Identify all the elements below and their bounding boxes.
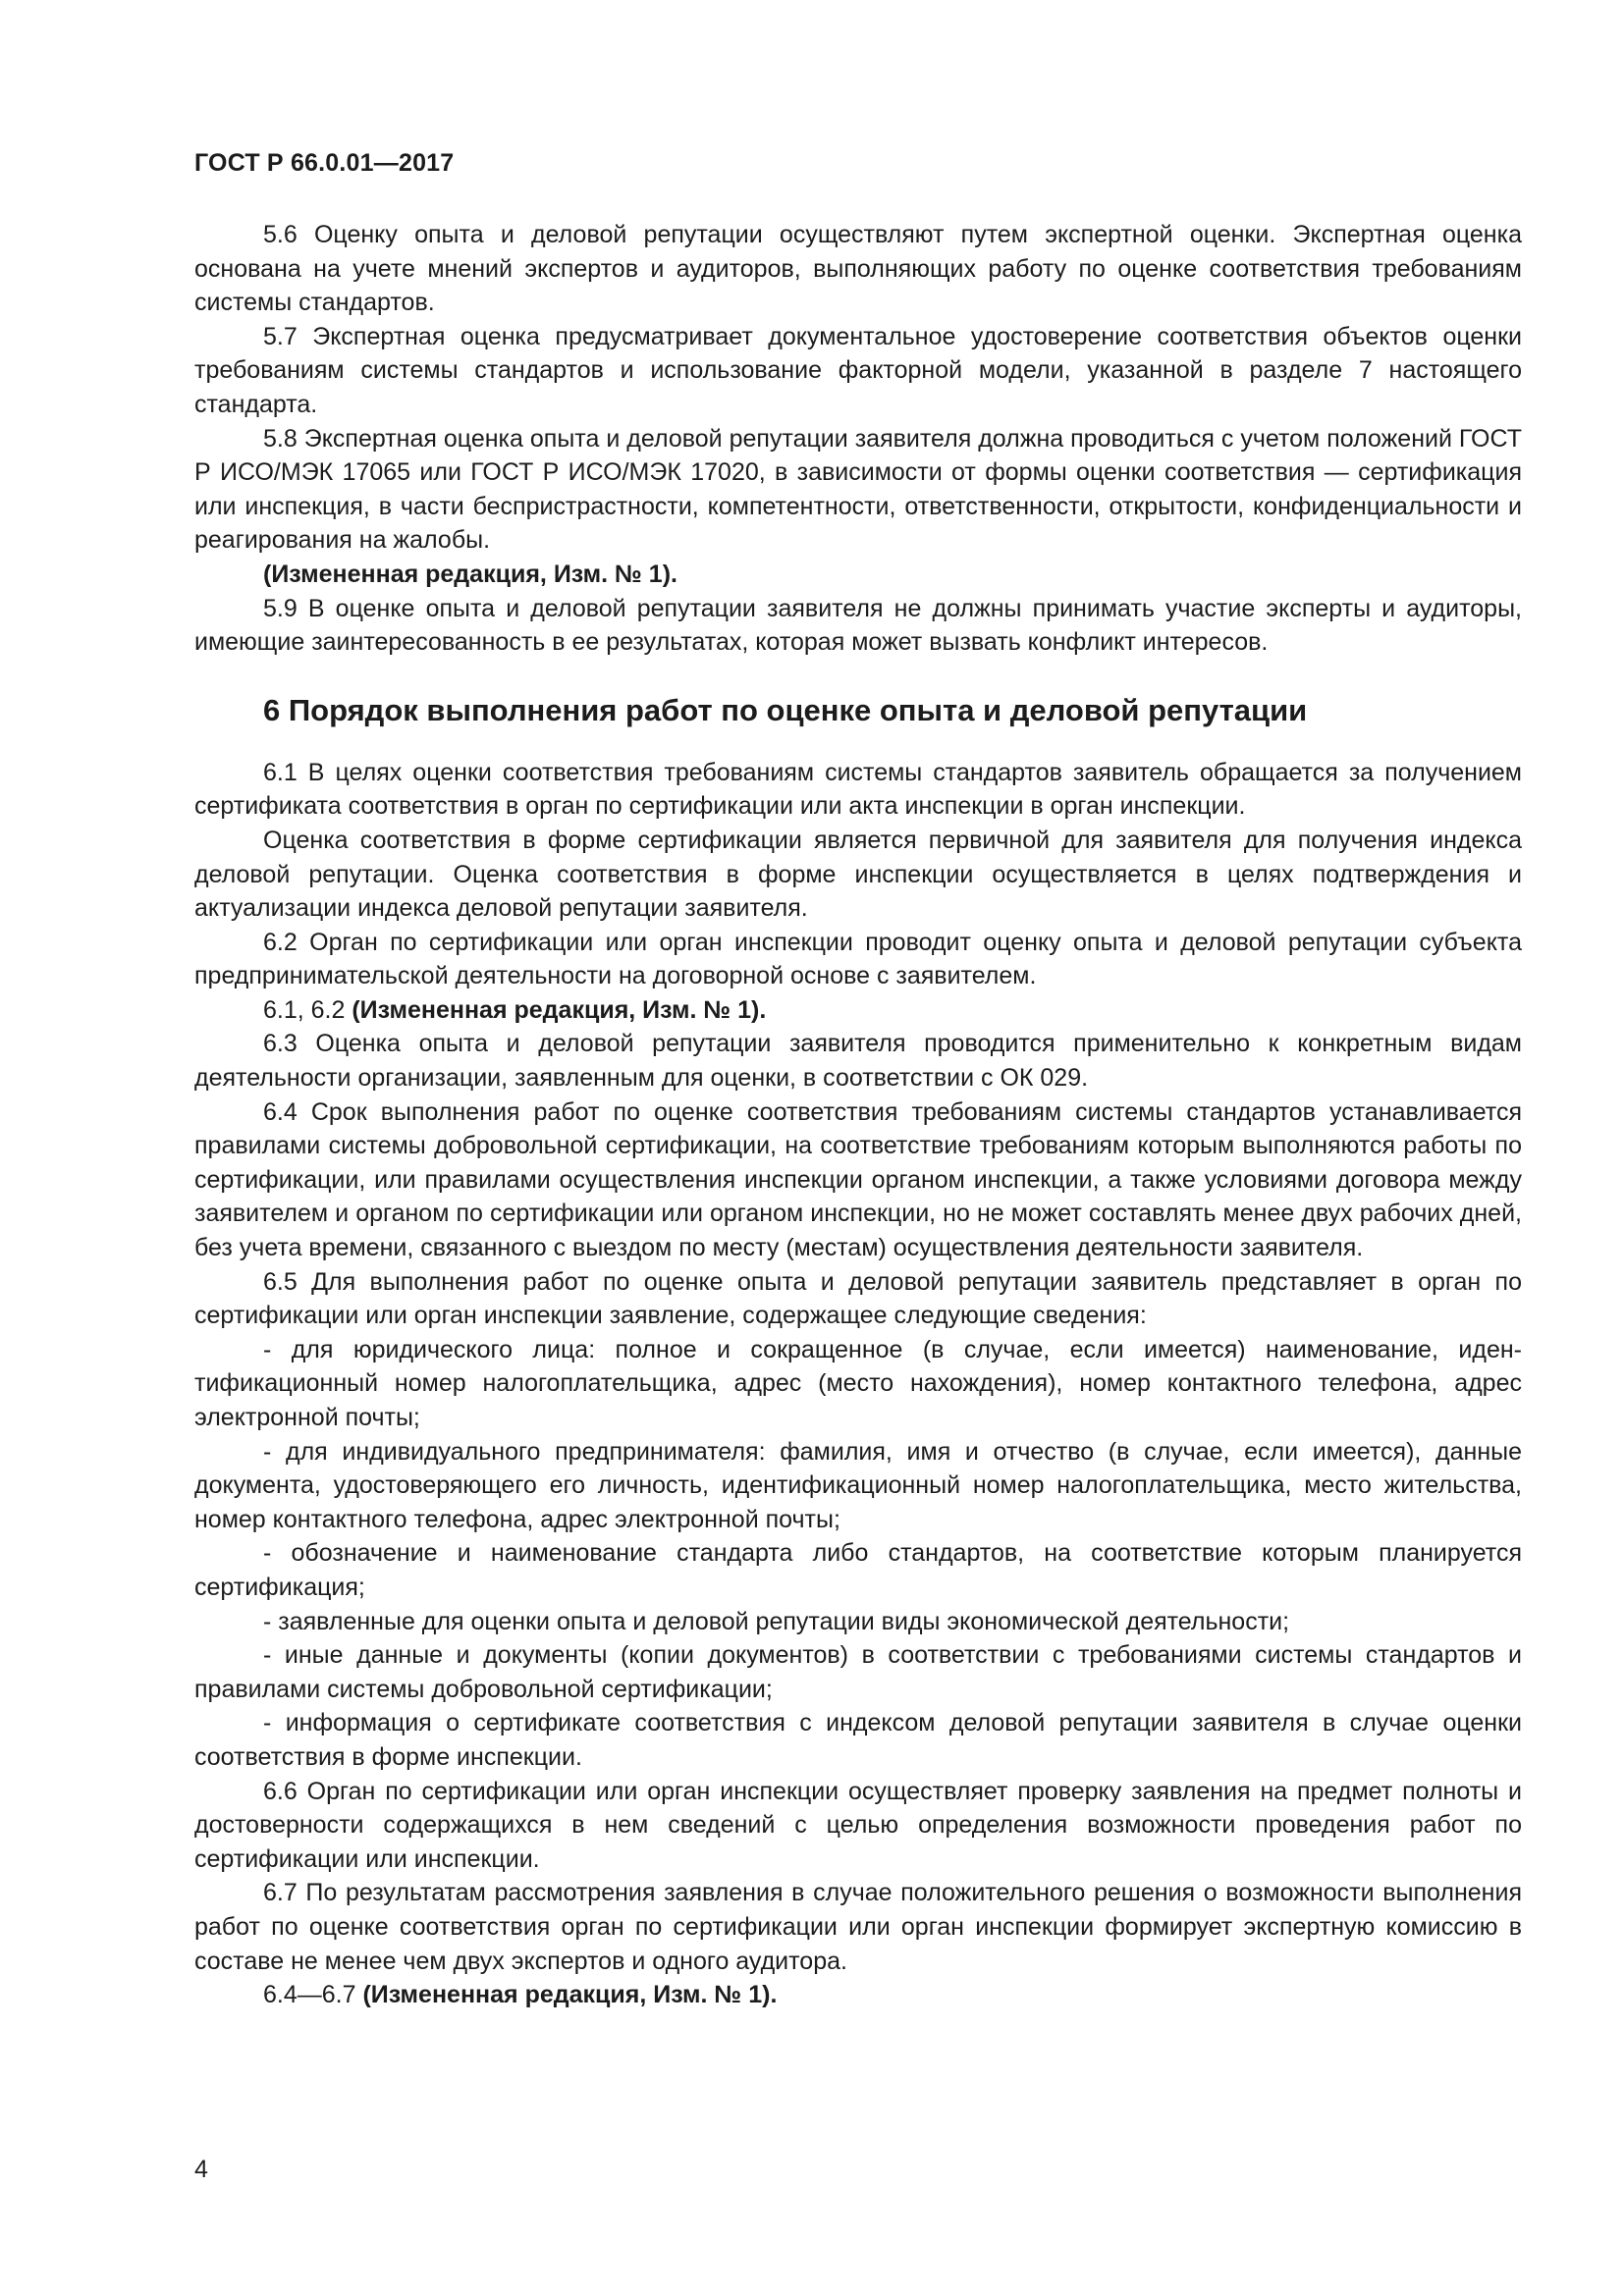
- paragraph-6-1: 6.1 В целях оценки соответствия требованиям системы стандартов заявитель обращается за получением сертификата соответствия в орган по сертификации или акта инспекции в орган инспекции.: [194, 758, 1522, 821]
- amendment-note-6-1-6-2: [194, 993, 1522, 1028]
- list-item: - иные данные и документы (копии документов) в соответствии с требованиями системы стандартов и правилами системы добровольной сертификации;: [194, 1641, 1522, 1703]
- list-item: - для юридического лица: полное и сокращенное (в случае, если имеется) наименование, идентификационный номер налогоплательщика, адрес (место нахождения), номер контактного телефона, адрес электронной почты;: [194, 1335, 1522, 1431]
- amendment-note-text: (Измененная редакция, Изм. № 1).: [362, 1981, 778, 2009]
- paragraph-5-8: 5.8 Экспертная оценка опыта и деловой репутации заявителя должна проводиться с учетом положений ГОСТ Р ИСО/МЭК 17065 или ГОСТ Р ИСО/МЭК 17020, в зависимости от формы оценки соответствия — сертификация или инспекция, в части беспристрастности, компетентности, ответственности, открытости, конфиденциальности и реагирования на жалобы.: [194, 424, 1522, 555]
- page-number: 4: [194, 2156, 208, 2183]
- amendment-note-text: (Измененная редакция, Изм. № 1).: [352, 995, 767, 1024]
- paragraph-6-6: 6.6 Орган по сертификации или орган инспекции осуществляет проверку заявления на предмет полноты и достоверности содержащихся в нем сведений с целью определения возможности проведения работ по сертификации или инспекции.: [194, 1777, 1522, 1873]
- amendment-clause-ref: 6.4—6.7: [263, 1981, 363, 2009]
- amendment-note-6-4-6-7: [194, 1978, 1522, 2012]
- amendment-note-text: (Измененная редакция, Изм. № 1).: [263, 560, 677, 588]
- paragraph-5-6: 5.6 Оценку опыта и деловой репутации осуществляют путем экспертной оценки. Экспертная оценка основана на учете мнений экспертов и аудиторов, выполняющих работу по оценке соответствия требованиям системы стандартов.: [194, 221, 1522, 317]
- list-item: - заявленные для оценки опыта и деловой репутации виды экономической деятельности;: [263, 1607, 1290, 1635]
- paragraph-6-5: 6.5 Для выполнения работ по оценке опыта и деловой репутации заявитель представляет в орган по сертификации или орган инспекции заявление, содержащее следующие сведения:: [194, 1267, 1522, 1330]
- list-item: - для индивидуального предпринимателя: фамилия, имя и отчество (в случае, если имеется), данные документа, удостоверяющего его личность, идентификационный номер налогоплательщика, место жительства, номер контактного телефона, адрес электронной почты;: [194, 1437, 1522, 1533]
- document-body: [194, 218, 1522, 2012]
- amendment-note-5-8: [194, 558, 1522, 592]
- running-header: ГОСТ Р 66.0.01—2017: [194, 149, 455, 177]
- list-item: - обозначение и наименование стандарта либо стандартов, на соответствие которым планируется сертификация;: [194, 1539, 1522, 1601]
- paragraph-5-7: 5.7 Экспертная оценка предусматривает документальное удостоверение соответствия объектов оценки требованиям системы стандартов и использование факторной модели, указанной в разделе 7 настоящего стандарта.: [194, 322, 1522, 418]
- list-item: - информация о сертификате соответствия с индексом деловой репутации заявителя в случае оценки соответствия в форме инспекции.: [194, 1709, 1522, 1771]
- amendment-clause-ref: 6.1, 6.2: [263, 995, 352, 1024]
- section-6-heading: 6 Порядок выполнения работ по оценке опыта и деловой репутации: [263, 692, 1308, 727]
- paragraph-6-2: 6.2 Орган по сертификации или орган инспекции проводит оценку опыта и деловой репутации субъекта предпринимательской деятельности на договорной основе с заявителем.: [194, 928, 1522, 990]
- paragraph-6-7: 6.7 По результатам рассмотрения заявления в случае положительного решения о возможности выполнения работ по оценке соответствия орган по сертификации или орган инспекции формирует экспертную комиссию в составе не менее чем двух экспертов и одного аудитора.: [194, 1879, 1522, 1975]
- paragraph-5-9: 5.9 В оценке опыта и деловой репутации заявителя не должны принимать участие эксперты и аудиторы, имеющие заинтересованность в ее результатах, которая может вызвать конфликт интересов.: [194, 594, 1522, 657]
- paragraph-6-1-continued: Оценка соответствия в форме сертификации является первичной для заявителя для получения индекса деловой репутации. Оценка соответствия в форме инспекции осуществляется в целях подтверждения и актуализации индекса деловой репутации заявителя.: [194, 826, 1522, 923]
- paragraph-6-3: 6.3 Оценка опыта и деловой репутации заявителя проводится применительно к конкретным видам деятельности организации, заявленным для оценки, в соответствии с ОК 029.: [194, 1030, 1522, 1093]
- paragraph-6-4: 6.4 Срок выполнения работ по оценке соответствия требованиям системы стандартов устанавливается правилами системы добровольной сертификации, на соответствие требованиям которым выполняются работы по сертификации, или правилами осуществления инспекции органом инспекции, а также условиями договора между заявителем и органом по сертификации или органом инспекции, но не может составлять менее двух рабочих дней, без учета времени, связанного с выездом по месту (местам) осуществления деятельности заявителя.: [194, 1097, 1522, 1262]
